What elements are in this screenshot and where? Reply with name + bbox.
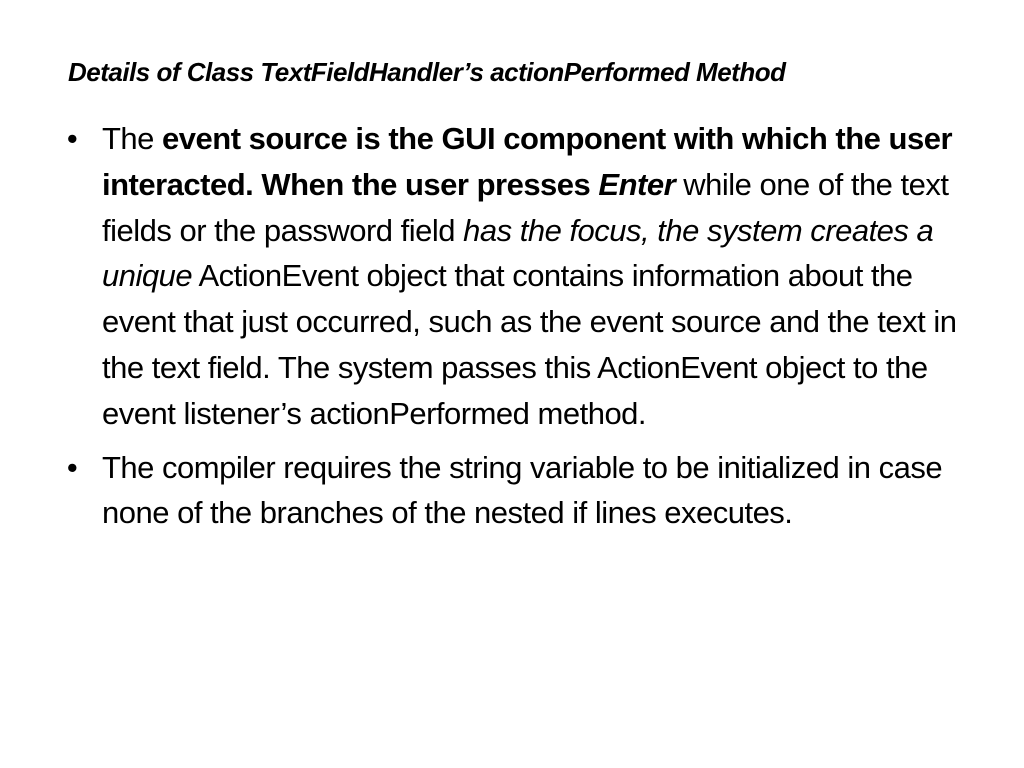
bullet-text-segment-italic: has the focus, the system creates a unique — [102, 212, 934, 294]
bullet-text-segment: The compiler requires the string variable to be initialized in case none of the branches of the nested if lines executes. — [102, 449, 943, 531]
bullet-marker: • — [66, 121, 78, 156]
slide-title: Details of Class TextFieldHandler’s actionPerformed Method — [68, 57, 786, 87]
bullet-text-segment-bold: event source is the GUI component with which the user interacted. When the user presses — [102, 121, 953, 202]
bullet-text-segment: The — [102, 121, 163, 156]
bullet-text-segment-bold-italic: Enter — [598, 166, 676, 202]
bullet-item-compiler — [60, 445, 980, 537]
bullet-text-segment: while one of the text fields or the password field — [102, 166, 949, 248]
bullet-text-segment: ActionEvent object that contains information about the event that just occurred, such as the event source and the text in the text field. The system passes this ActionEvent object to the event listener’s actionPerformed method. — [102, 258, 957, 431]
bullet-list — [60, 116, 980, 536]
bullet-marker: • — [66, 449, 78, 485]
bullet-item-event-source — [60, 116, 980, 437]
